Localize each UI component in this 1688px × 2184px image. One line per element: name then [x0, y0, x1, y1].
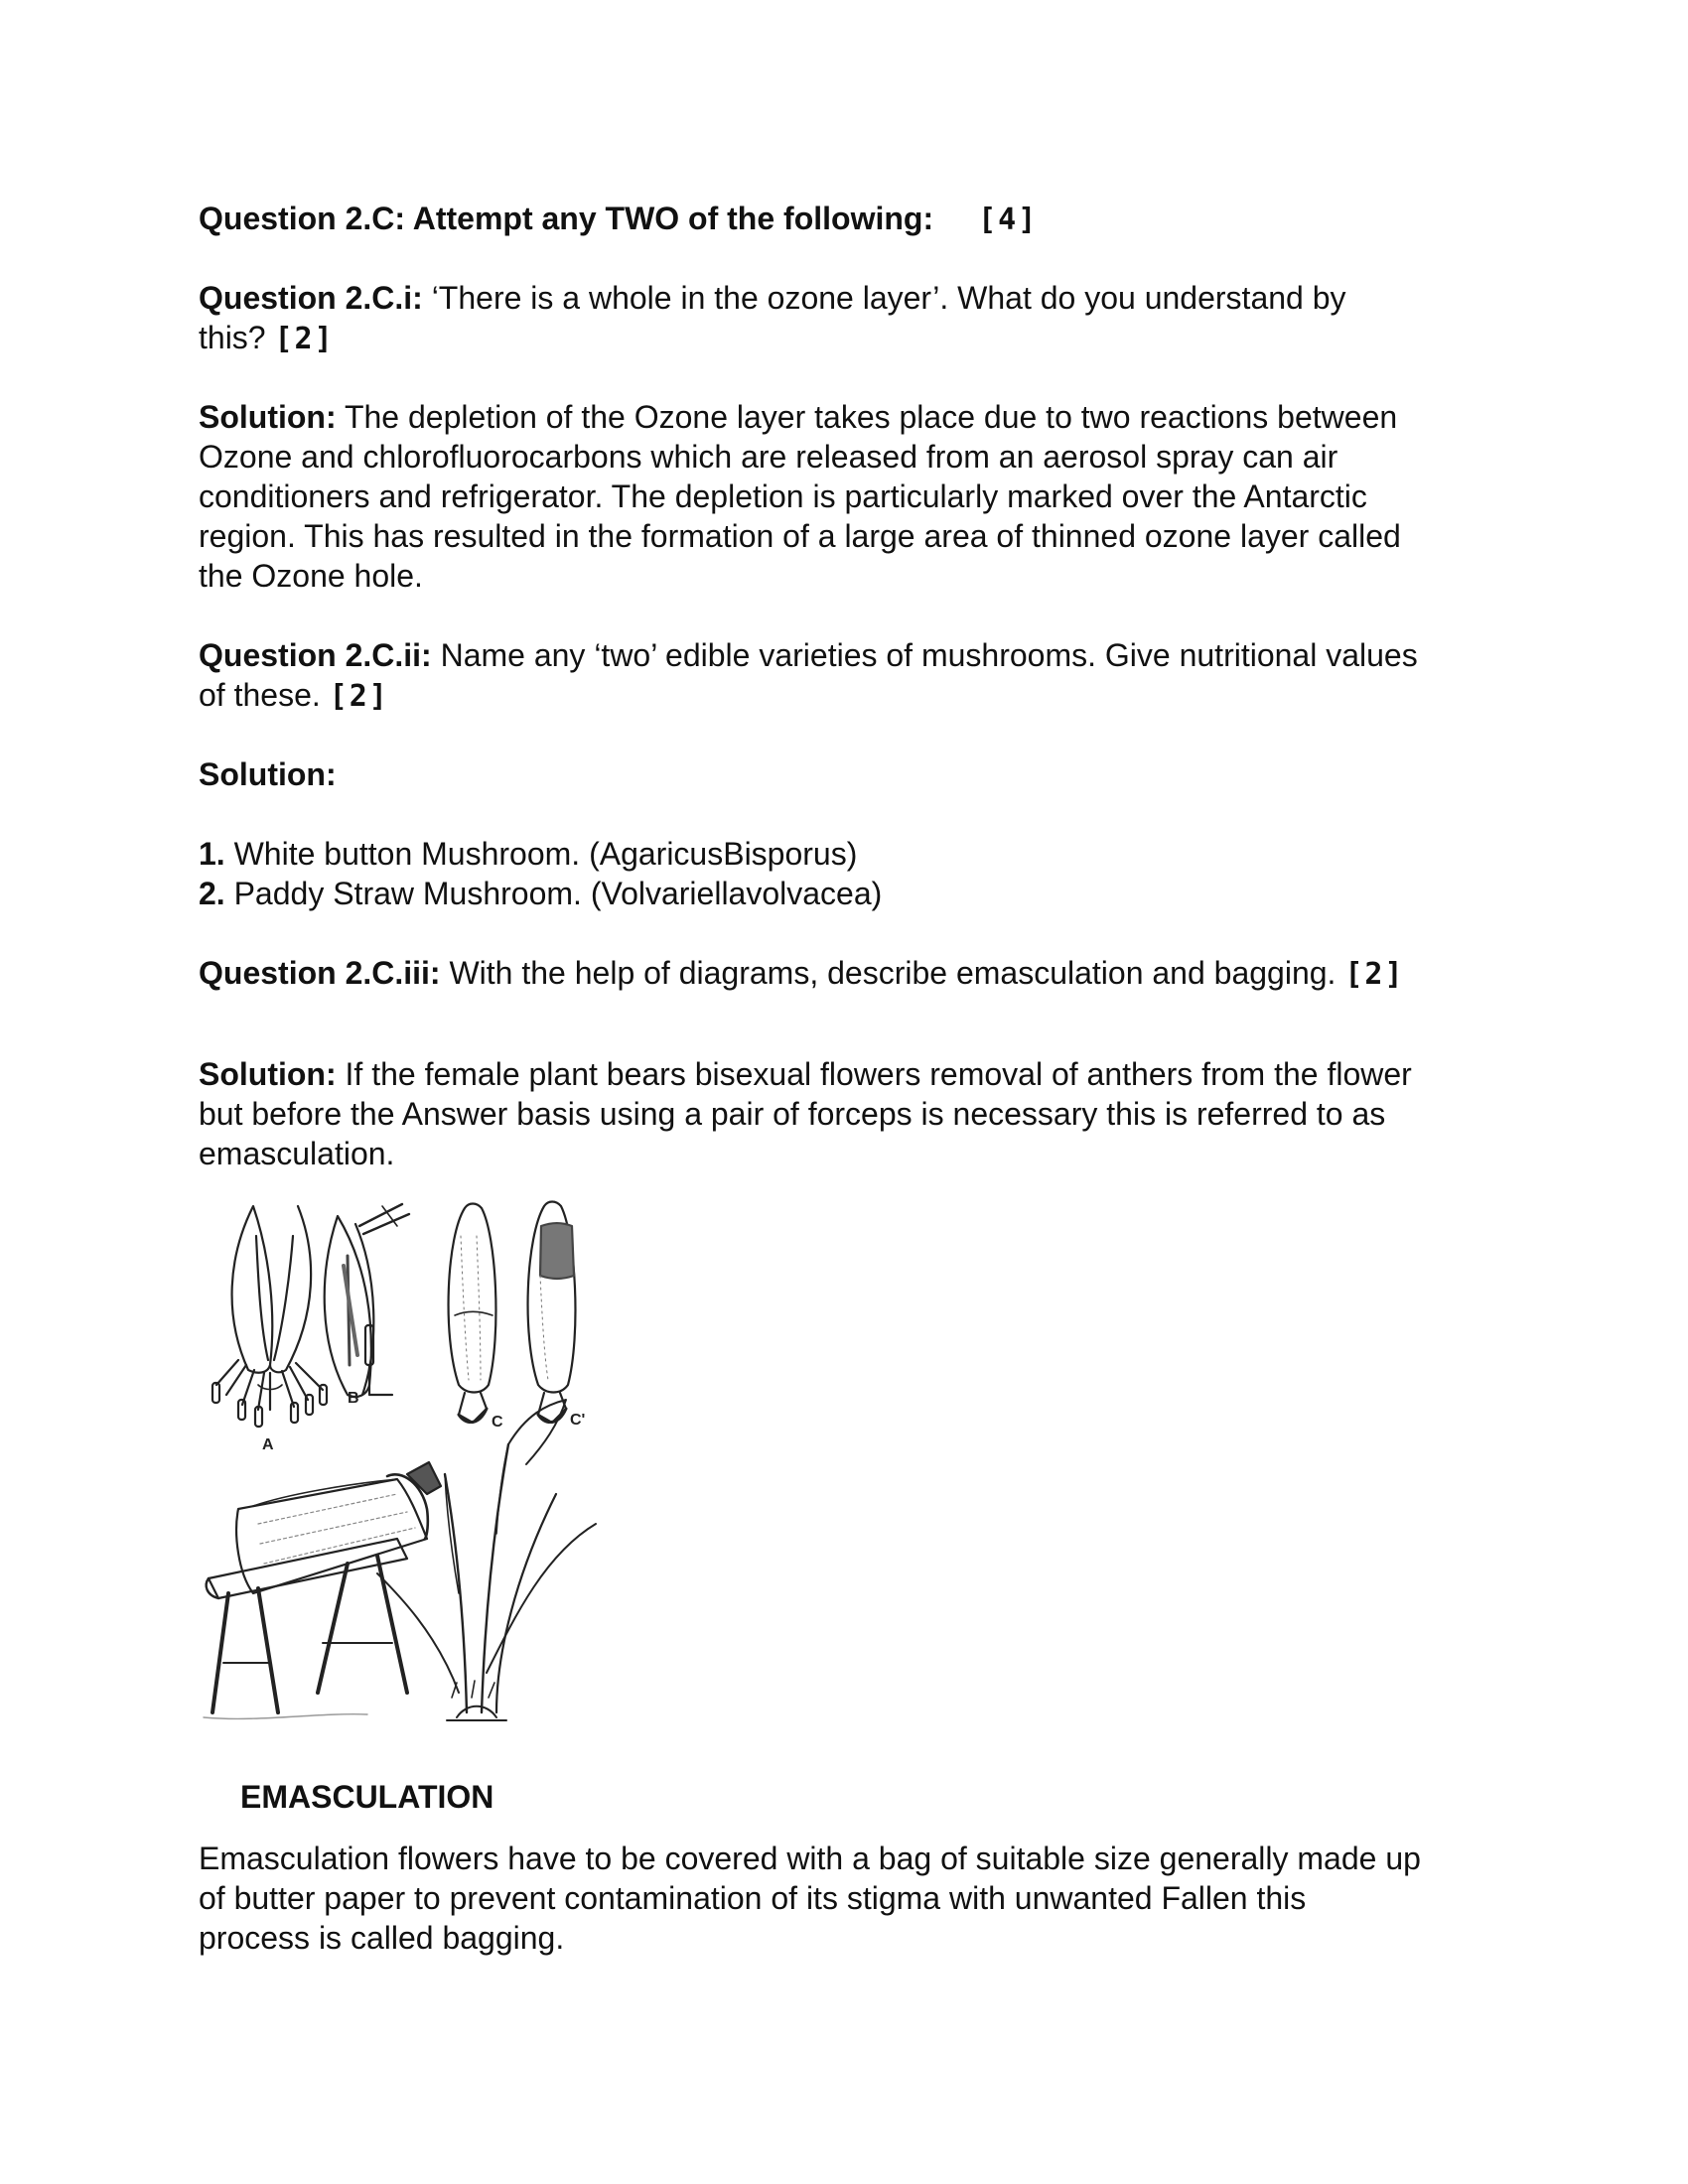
solution-2ci-line: the Ozone hole. — [199, 558, 423, 594]
question-2ci — [199, 278, 1489, 359]
question-2ciii-text: With the help of diagrams, describe emasculation and bagging. — [440, 955, 1345, 991]
question-2c-text: Attempt any TWO of the following: — [405, 201, 934, 236]
solution-2ciii-label: Solution: — [199, 1056, 337, 1092]
question-2ci-label: Question 2.C.i: — [199, 280, 423, 316]
solution-2ci-line: Ozone and chlorofluorocarbons which are released from an aerosol spray can air — [199, 439, 1338, 475]
solution-2cii-heading — [199, 754, 1489, 794]
bagging-line: process is called bagging. — [199, 1920, 565, 1956]
bagging-line: Emasculation flowers have to be covered with a bag of suitable size generally made up — [199, 1841, 1421, 1876]
solution-2ci-line: conditioners and refrigerator. The depletion is particularly marked over the Antarctic — [199, 478, 1367, 514]
question-2cii-text-line2: of these. — [199, 677, 330, 713]
floret-b-drawing — [325, 1204, 409, 1397]
list-item-number: 2. — [199, 876, 225, 911]
emasculation-bagging-illustration — [199, 1196, 626, 1732]
solution-2ci-line: The depletion of the Ozone layer takes place due to two reactions between — [336, 399, 1398, 435]
list-item-number: 1. — [199, 836, 225, 872]
question-2c-label: Question 2.C: — [199, 201, 406, 236]
bagged-floret-c-drawing — [449, 1204, 496, 1424]
question-2cii-text-line1: Name any ‘two’ edible varieties of mushrooms. Give nutritional values — [431, 637, 1418, 673]
solution-2ci-label: Solution: — [199, 399, 337, 435]
solution-2cii-label: Solution: — [199, 756, 337, 792]
figure-label-c-prime: C' — [570, 1412, 586, 1429]
question-2c-marks: [4] — [978, 203, 1039, 237]
solution-2ciii-line: emasculation. — [199, 1136, 395, 1171]
emasculation-caption: EMASCULATION — [240, 1779, 494, 1815]
figure-label-a: A — [262, 1436, 274, 1453]
solution-2cii-list — [199, 834, 1489, 913]
figure-label-c: C — [492, 1414, 503, 1431]
question-2c-heading — [199, 199, 1489, 240]
list-item: Paddy Straw Mushroom. (Volvariellavolvacea) — [224, 876, 883, 911]
question-2cii-label: Question 2.C.ii: — [199, 637, 432, 673]
solution-2ciii — [199, 1054, 1489, 1173]
bagged-floret-c-prime-drawing — [528, 1202, 576, 1424]
solution-2ciii-line: If the female plant bears bisexual flowers removal of anthers from the flower — [336, 1056, 1412, 1092]
solution-2ci — [199, 397, 1489, 596]
question-2ci-marks: [2] — [274, 322, 335, 356]
solution-2ciii-line: but before the Answer basis using a pair of forceps is necessary this is referred to as — [199, 1096, 1386, 1132]
question-2ci-text-line1: ‘There is a whole in the ozone layer’. What do you understand by — [422, 280, 1346, 316]
solution-2ci-line: region. This has resulted in the formation of a large area of thinned ozone layer called — [199, 518, 1401, 554]
question-2cii — [199, 635, 1489, 717]
question-2ci-text-line2: this? — [199, 320, 275, 355]
question-2cii-marks: [2] — [329, 679, 389, 714]
figure-label-b: B — [348, 1390, 359, 1407]
bagging-paragraph — [199, 1839, 1489, 1958]
floret-a-drawing — [212, 1206, 327, 1427]
bagging-line: of butter paper to prevent contamination of its stigma with unwanted Fallen this — [199, 1880, 1307, 1916]
question-2ciii — [199, 953, 1489, 995]
list-item: White button Mushroom. (AgaricusBisporus) — [224, 836, 858, 872]
question-2ciii-label: Question 2.C.iii: — [199, 955, 441, 991]
illustration-svg — [199, 1196, 626, 1732]
question-2ciii-marks: [2] — [1344, 957, 1405, 992]
